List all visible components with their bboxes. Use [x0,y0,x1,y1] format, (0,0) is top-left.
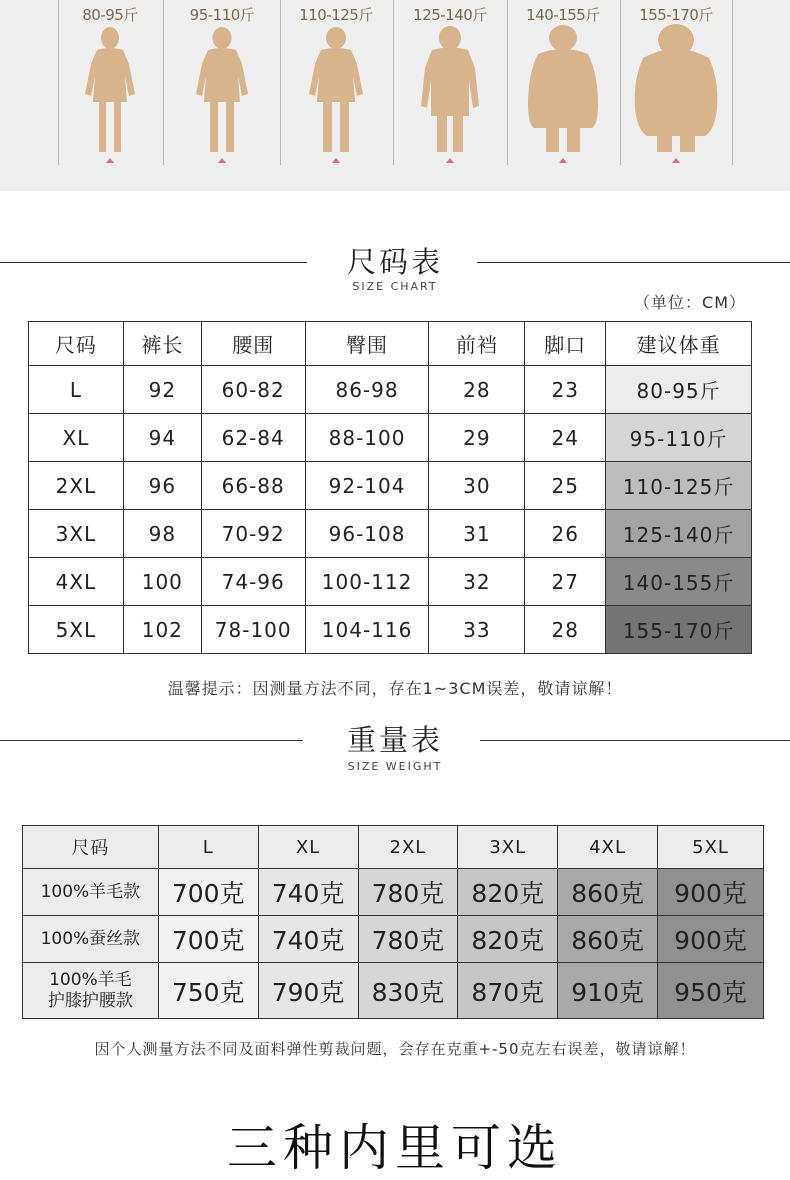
table-row [29,558,752,606]
figure-4 [395,0,505,165]
hem-cell: 25 [525,462,606,510]
waist-cell: 74-96 [201,558,305,606]
figure-2 [167,0,277,165]
table-row [29,510,752,558]
column-header: 裤长 [123,322,201,366]
weight-value: 740克 [258,916,358,963]
material-label: 100%羊毛 护膝护腰款 [23,963,159,1019]
size-table [28,321,752,654]
weight-value: 870克 [458,963,558,1019]
waist-cell: 62-84 [201,414,305,462]
size-cell: 2XL [29,462,124,510]
column-header: 前裆 [429,322,525,366]
rise-cell: 31 [429,510,525,558]
figure-marker [559,158,567,163]
hem-cell: 27 [525,558,606,606]
rise-cell: 30 [429,462,525,510]
weight-value: 750克 [158,963,258,1019]
waist-cell: 70-92 [201,510,305,558]
weight-note: 因个人测量方法不同及面料弹性剪裁问题，会存在克重+-50克左右误差，敬请谅解！ [94,1040,696,1058]
column-header: 2XL [358,826,458,869]
hem-cell: 26 [525,510,606,558]
weight-value: 910克 [558,963,658,1019]
size-table-header [29,322,752,366]
weight-cell: 125-140斤 [606,510,752,558]
weight-value: 900克 [658,916,764,963]
column-header: 3XL [458,826,558,869]
weight-value: 790克 [258,963,358,1019]
size-cell: 4XL [29,558,124,606]
table-row [23,869,764,916]
material-label: 100%羊毛款 [23,869,159,916]
column-header: 腰围 [201,322,305,366]
weight-value: 950克 [658,963,764,1019]
rise-cell: 28 [429,366,525,414]
table-row [29,462,752,510]
column-header: 4XL [558,826,658,869]
weight-value: 700克 [158,916,258,963]
length-cell: 102 [123,606,201,654]
hip-cell: 100-112 [305,558,429,606]
weight-value: 780克 [358,869,458,916]
size-cell: L [29,366,124,414]
body-figure-icon [167,24,277,164]
weight-cell: 80-95斤 [606,366,752,414]
weight-table-header [23,826,764,869]
weight-value: 820克 [458,916,558,963]
figure-6 [621,0,731,165]
figure-3 [281,0,391,165]
weight-table [22,825,764,1019]
table-row [23,916,764,963]
hip-cell: 104-116 [305,606,429,654]
material-label: 100%蚕丝款 [23,916,159,963]
size-cell: XL [29,414,124,462]
figure-divider [393,0,394,165]
figure-marker [446,158,454,163]
body-figure-icon [281,24,391,164]
weight-cell: 95-110斤 [606,414,752,462]
waist-cell: 66-88 [201,462,305,510]
column-header: L [158,826,258,869]
unit-label: （单位：CM） [634,293,746,312]
body-figure-icon [55,24,165,164]
figure-weight-label: 95-110斤 [189,6,255,24]
column-header: 脚口 [525,322,606,366]
weight-chart-subtitle: SIZE WEIGHT [347,760,443,773]
body-figure-icon [508,24,618,164]
rise-cell: 33 [429,606,525,654]
figure-weight-label: 155-170斤 [639,6,713,24]
hip-cell: 92-104 [305,462,429,510]
length-cell: 94 [123,414,201,462]
figure-marker [332,158,340,163]
weight-value: 830克 [358,963,458,1019]
hip-cell: 86-98 [305,366,429,414]
size-note: 温馨提示：因测量方法不同，存在1~3CM误差，敬请谅解！ [167,679,623,698]
length-cell: 98 [123,510,201,558]
weight-cell: 140-155斤 [606,558,752,606]
column-header: 尺码 [29,322,124,366]
figure-weight-label: 125-140斤 [413,6,487,24]
table-row [29,366,752,414]
figure-divider [732,0,733,165]
column-header: 尺码 [23,826,159,869]
table-row [23,963,764,1019]
figure-weight-label: 140-155斤 [526,6,600,24]
size-cell: 5XL [29,606,124,654]
figure-marker [672,158,680,163]
weight-chart-title: 重量表 [346,723,443,757]
waist-cell: 60-82 [201,366,305,414]
table-row [29,414,752,462]
figure-weight-label: 80-95斤 [82,6,138,24]
rise-cell: 32 [429,558,525,606]
body-shape-figures [0,0,790,191]
size-chart-subtitle: SIZE CHART [352,280,438,293]
table-row [29,606,752,654]
figure-marker [106,158,114,163]
size-cell: 3XL [29,510,124,558]
column-header: 5XL [658,826,764,869]
length-cell: 92 [123,366,201,414]
hip-cell: 88-100 [305,414,429,462]
rise-cell: 29 [429,414,525,462]
size-chart-title: 尺码表 [346,245,443,279]
weight-value: 860克 [558,869,658,916]
weight-value: 700克 [158,869,258,916]
weight-value: 740克 [258,869,358,916]
weight-cell: 155-170斤 [606,606,752,654]
hem-cell: 24 [525,414,606,462]
waist-cell: 78-100 [201,606,305,654]
body-figure-icon [395,24,505,164]
figure-marker [218,158,226,163]
weight-value: 860克 [558,916,658,963]
figure-5 [508,0,618,165]
weight-value: 780克 [358,916,458,963]
length-cell: 96 [123,462,201,510]
figure-1 [55,0,165,165]
length-cell: 100 [123,558,201,606]
column-header: 臀围 [305,322,429,366]
column-header: XL [258,826,358,869]
weight-value: 900克 [658,869,764,916]
column-header: 建议体重 [606,322,752,366]
hem-cell: 28 [525,606,606,654]
lining-options-title: 三种内里可选 [227,1119,563,1177]
figure-weight-label: 110-125斤 [299,6,373,24]
hem-cell: 23 [525,366,606,414]
hip-cell: 96-108 [305,510,429,558]
weight-value: 820克 [458,869,558,916]
body-figure-icon [621,24,731,164]
weight-cell: 110-125斤 [606,462,752,510]
